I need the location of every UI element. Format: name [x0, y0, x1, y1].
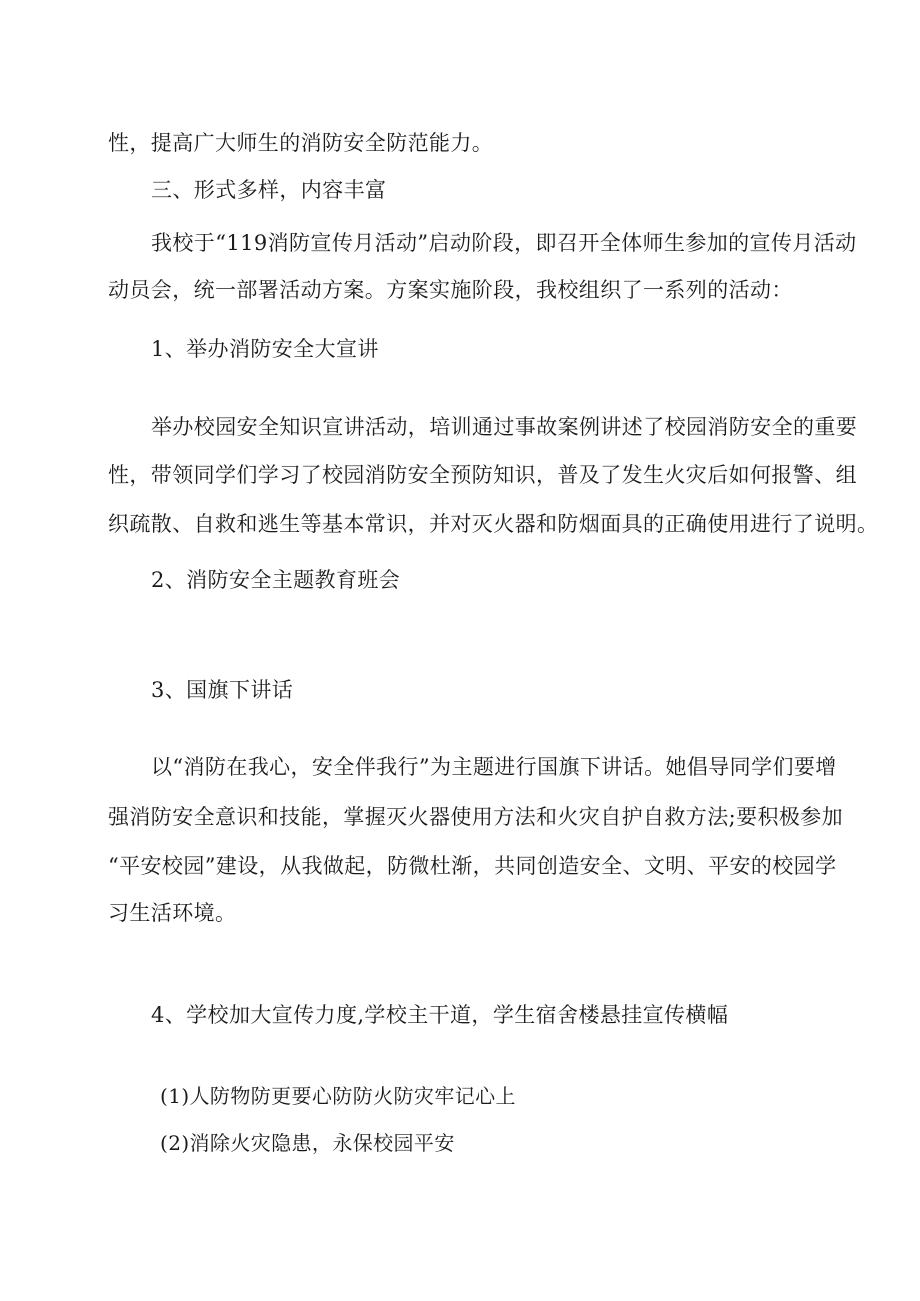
item-1-paragraph-line-3: 织疏散、自救和逃生等基本常识，并对灭火器和防烟面具的正确使用进行了说明。: [108, 512, 879, 536]
item-3-paragraph-line-4: 习生活环境。: [108, 901, 237, 925]
section-three-heading: 三、形式多样，内容丰富: [151, 178, 387, 202]
item-3-paragraph-line-1: 以“消防在我心，安全伴我行”为主题进行国旗下讲话。她倡导同学们要增: [151, 755, 837, 779]
banner-slogan-2: (2)消除火灾隐患，永保校园平安: [160, 1131, 455, 1155]
item-3-paragraph-line-2: 强消防安全意识和技能，掌握灭火器使用方法和火灾自护自救方法;要积极参加: [108, 805, 844, 829]
item-1-paragraph-line-2: 性，带领同学们学习了校园消防安全预防知识，普及了发生火灾后如何报警、组: [108, 463, 857, 487]
item-1-heading: 1、举办消防安全大宣讲: [151, 337, 379, 361]
section-three-paragraph-line-2: 动员会，统一部署活动方案。方案实施阶段，我校组织了一系列的活动：: [108, 278, 793, 302]
item-3-heading: 3、国旗下讲话: [151, 678, 294, 702]
section-three-paragraph-line-1: 我校于“119消防宣传月活动”启动阶段，即召开全体师生参加的宣传月活动: [151, 231, 857, 255]
continuation-line: 性，提高广大师生的消防安全防范能力。: [108, 131, 494, 155]
item-3-paragraph-line-3: “平安校园”建设，从我做起，防微杜渐，共同创造安全、文明、平安的校园学: [108, 854, 837, 878]
item-1-paragraph-line-1: 举办校园安全知识宣讲活动，培训通过事故案例讲述了校园消防安全的重要: [151, 415, 858, 439]
banner-slogan-1: (1)人防物防更要心防防火防灾牢记心上: [160, 1084, 516, 1108]
item-2-heading: 2、消防安全主题教育班会: [151, 568, 401, 592]
item-4-heading: 4、学校加大宣传力度,学校主干道，学生宿舍楼悬挂宣传横幅: [151, 1003, 729, 1027]
